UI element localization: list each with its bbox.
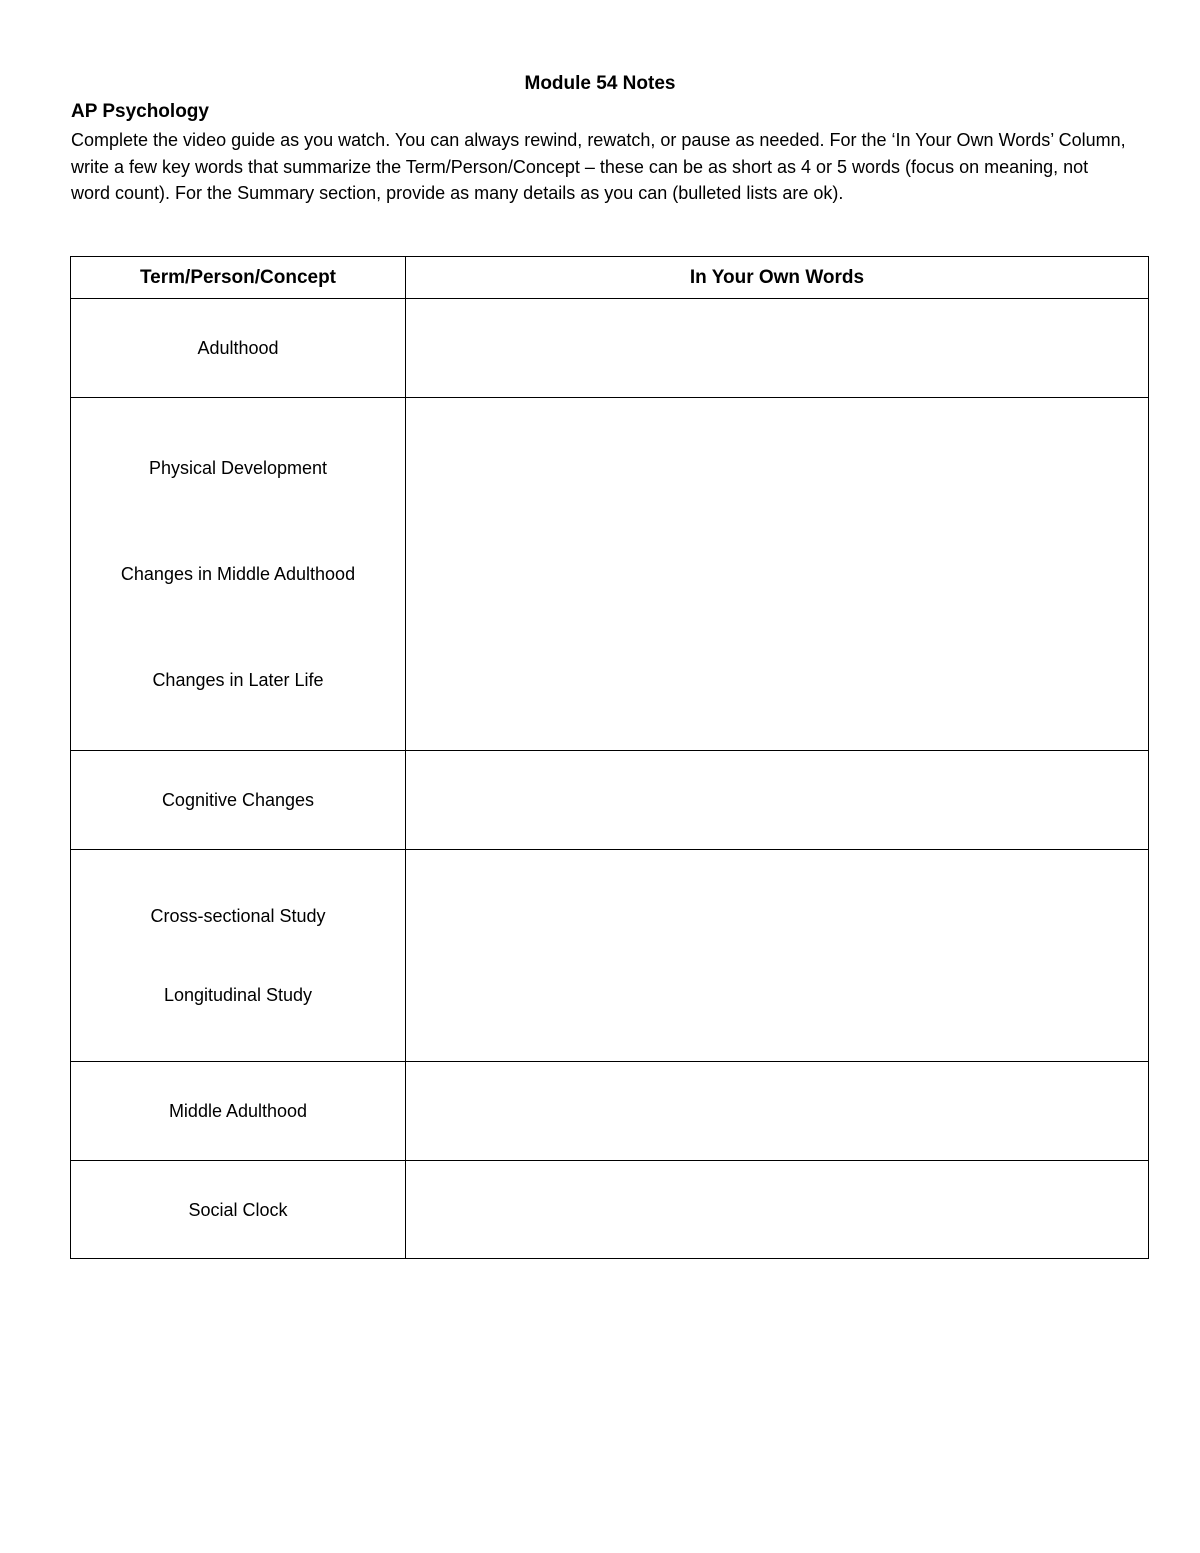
notes-table bbox=[70, 256, 1149, 1259]
term-label: Cognitive Changes bbox=[161, 790, 315, 810]
own-words-cell[interactable] bbox=[406, 299, 1149, 398]
table-row bbox=[71, 398, 1149, 751]
column-header-own-words: In Your Own Words bbox=[406, 257, 1149, 299]
term-cell bbox=[71, 850, 406, 1062]
table-row bbox=[71, 850, 1149, 1062]
term-cell bbox=[71, 299, 406, 398]
term-label: Physical Development bbox=[148, 458, 328, 478]
table-header-row bbox=[71, 257, 1149, 299]
term-label: Changes in Middle Adulthood bbox=[120, 564, 356, 584]
term-label: Adulthood bbox=[197, 338, 279, 358]
term-label: Social Clock bbox=[188, 1199, 288, 1220]
term-label: Middle Adulthood bbox=[168, 1101, 308, 1121]
table-row bbox=[71, 751, 1149, 850]
own-words-cell[interactable] bbox=[406, 1062, 1149, 1161]
term-label: Changes in Later Life bbox=[152, 670, 324, 690]
own-words-cell[interactable] bbox=[406, 751, 1149, 850]
term-label: Cross-sectional Study bbox=[150, 906, 326, 926]
course-name: AP Psychology bbox=[71, 101, 209, 122]
table-row bbox=[71, 299, 1149, 398]
own-words-cell[interactable] bbox=[406, 398, 1149, 751]
own-words-cell[interactable] bbox=[406, 850, 1149, 1062]
table-row bbox=[71, 1062, 1149, 1161]
term-cell bbox=[71, 398, 406, 751]
term-cell bbox=[71, 1062, 406, 1161]
table-row bbox=[71, 1161, 1149, 1259]
term-cell bbox=[71, 1161, 406, 1259]
own-words-cell[interactable] bbox=[406, 1161, 1149, 1259]
document-title: Module 54 Notes bbox=[524, 73, 676, 94]
term-label: Longitudinal Study bbox=[163, 985, 313, 1005]
instructions-paragraph: Complete the video guide as you watch. You can always rewind, rewatch, or pause as needed. For the ‘In Your Own Words’ Column, write a few key words that summarize the Term/Person/Concept – these can be as short as 4 or 5 words (focus on meaning, not word count). For the Summary section, provide as many details as you can (bulleted lists are ok). bbox=[71, 130, 1126, 203]
column-header-term: Term/Person/Concept bbox=[71, 257, 406, 299]
term-cell bbox=[71, 751, 406, 850]
